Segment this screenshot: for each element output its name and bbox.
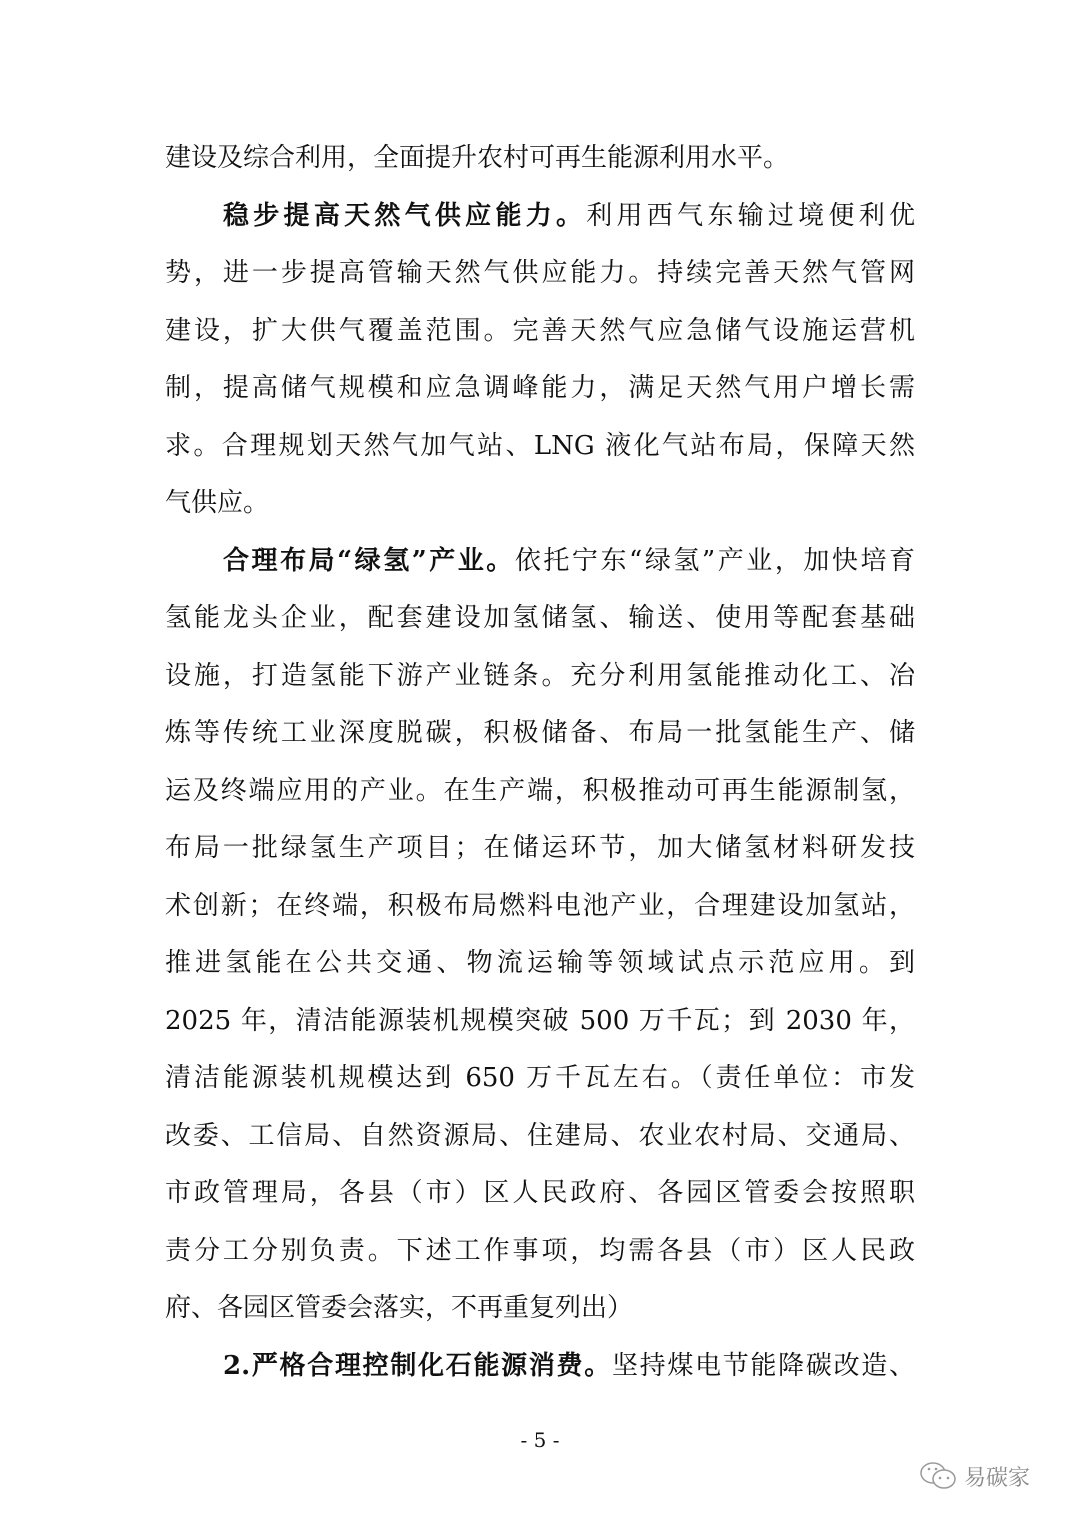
- bold-heading: 稳步提高天然气供应能力。: [223, 200, 587, 231]
- bold-heading: 2.严格合理控制化石能源消费。: [223, 1350, 612, 1381]
- text-line: [165, 366, 915, 424]
- line-text: 炼等传统工业深度脱碳，积极储备、布局一批氢能生产、储: [165, 718, 915, 748]
- text-line: [165, 539, 915, 597]
- line-text: 势，进一步提高管输天然气供应能力。持续完善天然气管网: [165, 258, 915, 288]
- text-line: [165, 826, 915, 884]
- line-text: 设施，打造氢能下游产业链条。充分利用氢能推动化工、冶: [165, 660, 915, 691]
- text-line: [165, 941, 915, 999]
- text-line: [165, 769, 915, 827]
- line-text: 求。合理规划天然气加气站、LNG 液化气站布局，保障天然: [165, 430, 915, 461]
- line-text: 2025 年，清洁能源装机规模突破 500 万千瓦；到 2030 年，: [165, 1005, 915, 1036]
- text-line: [165, 481, 915, 539]
- line-text: 责分工分别负责。下述工作事项，均需各县（市）区人民政: [165, 1235, 915, 1266]
- line-text: 利用西气东输过境便利优: [586, 200, 915, 231]
- line-text: 市政管理局，各县（市）区人民政府、各园区管委会按照职: [165, 1178, 915, 1208]
- page-number: - 5 -: [520, 1428, 560, 1452]
- line-text: 建设，扩大供气覆盖范围。完善天然气应急储气设施运营机: [165, 315, 915, 346]
- line-text: 改委、工信局、自然资源局、住建局、农业农村局、交通局、: [165, 1120, 915, 1151]
- text-line: [165, 1229, 915, 1287]
- watermark: [918, 1460, 1030, 1492]
- text-line: [165, 999, 915, 1057]
- text-line: [165, 194, 915, 252]
- line-text: 术创新；在终端，积极布局燃料电池产业，合理建设加氢站，: [165, 890, 915, 921]
- text-line: [165, 309, 915, 367]
- text-line: [165, 1114, 915, 1172]
- line-text: 推进氢能在公共交通、物流运输等领域试点示范应用。到: [165, 948, 915, 978]
- line-text: 制，提高储气规模和应急调峰能力，满足天然气用户增长需: [165, 373, 915, 403]
- line-text: 府、各园区管委会落实，不再重复列出）: [165, 1293, 634, 1323]
- document-body: [165, 136, 915, 1401]
- watermark-text: 易碳家: [964, 1465, 1031, 1491]
- line-text: 清洁能源装机规模达到 650 万千瓦左右。（责任单位：市发: [165, 1063, 915, 1093]
- text-line: [165, 884, 915, 942]
- text-line: [165, 1171, 915, 1229]
- text-line: [165, 1286, 915, 1344]
- line-text: 建设及综合利用，全面提升农村可再生能源利用水平。: [165, 143, 790, 173]
- text-line: [165, 654, 915, 712]
- line-text: 氢能龙头企业，配套建设加氢储氢、输送、使用等配套基础: [165, 603, 915, 633]
- bold-heading: 合理布局“绿氢”产业。: [223, 545, 515, 576]
- text-line: [165, 711, 915, 769]
- text-line: [165, 1344, 915, 1402]
- line-text: 气供应。: [165, 488, 270, 518]
- wechat-icon: [918, 1460, 958, 1492]
- line-text: 布局一批绿氢生产项目；在储运环节，加大储氢材料研发技: [165, 833, 915, 863]
- line-text: 运及终端应用的产业。在生产端，积极推动可再生能源制氢，: [165, 775, 915, 806]
- line-text: 依托宁东“绿氢”产业，加快培育: [514, 545, 915, 576]
- text-line: [165, 1056, 915, 1114]
- text-line: [165, 136, 915, 194]
- text-line: [165, 424, 915, 482]
- text-line: [165, 251, 915, 309]
- text-line: [165, 596, 915, 654]
- line-text: 坚持煤电节能降碳改造、: [611, 1350, 915, 1381]
